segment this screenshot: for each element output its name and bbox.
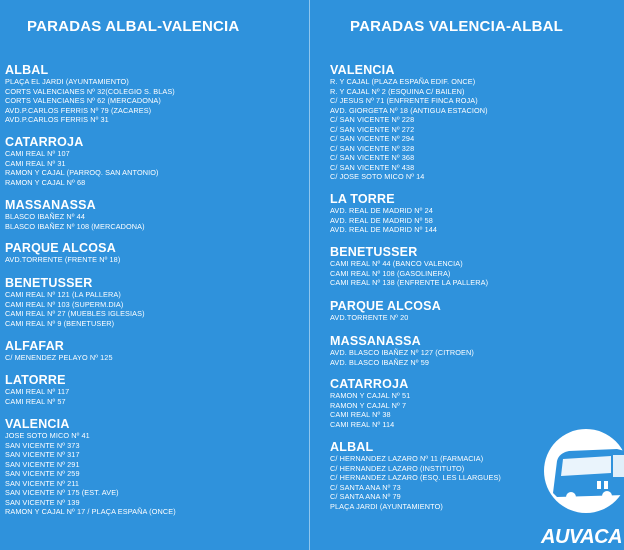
stop-list [330,259,488,288]
stop-list [330,348,474,367]
stop-item: PLAÇA EL JARDI (AYUNTAMIENTO) [5,77,129,86]
section-title: MASSANASSA [5,198,96,212]
section-title: VALENCIA [330,63,395,77]
stop-item: C/ HERNANDEZ LAZARO (INSTITUTO) [330,463,465,473]
stop-item: PLAÇA JARDI (AYUNTAMIENTO) [330,501,443,511]
section-title: VALENCIA [5,417,70,431]
column-title: PARADAS VALENCIA-ALBAL [350,18,564,35]
section-valencia [5,418,176,517]
stop-item: AVD. BLASCO IBAÑEZ Nº 59 [330,357,430,367]
stop-item: AVD. REAL DE MADRID Nº 144 [330,225,438,234]
stop-item: AVD. REAL DE MADRID Nº 58 [330,215,433,225]
stop-item: C/ SAN VICENTE Nº 272 [330,124,415,134]
stop-item: SAN VICENTE Nº 373 [5,440,80,450]
section-title: ALBAL [5,63,49,77]
stop-item: CAMI REAL Nº 103 (SUPERM.DIA) [5,299,124,309]
section-massanassa [330,335,474,367]
section-title: PARQUE ALCOSA [330,299,441,313]
section-massanassa [5,199,145,231]
stop-list [5,290,145,328]
stop-item: C/ SANTA ANA Nº 79 [330,492,401,501]
stop-item: C/ SAN VICENTE Nº 228 [330,115,415,124]
stop-list [5,212,145,231]
stop-item: SAN VICENTE Nº 211 [5,478,80,488]
section-title: BENETUSSER [330,245,418,259]
section-benetusser [5,277,145,328]
section-albal [330,441,501,511]
section-title: BENETUSSER [5,276,93,290]
stop-item: SAN VICENTE Nº 291 [5,459,80,469]
stop-item: AVD.P.CARLOS FERRIS Nº 31 [5,115,109,124]
stop-item: C/ MENENDEZ PELAYO Nº 125 [5,353,113,362]
stop-item: CAMI REAL Nº 9 (BENETUSER) [5,318,115,328]
stop-item: CAMI REAL Nº 138 (ENFRENTE LA PALLERA) [330,278,489,287]
logo-text: AUVACA [541,526,623,548]
stop-item: R. Y CAJAL Nº 2 (ESQUINA C/ BAILEN) [330,86,465,96]
stop-item: AVD. GIORGETA Nº 18 (ANTIGUA ESTACION) [330,105,488,115]
section-title: ALBAL [330,440,374,454]
stop-item: C/ HERNANDEZ LAZARO Nº 11 (FARMACIA) [330,454,484,463]
stop-item: CAMI REAL Nº 57 [5,396,66,406]
stop-list [5,353,113,363]
stop-list [330,454,501,511]
stop-list [5,149,159,187]
section-valencia [330,64,488,182]
stop-list [5,77,175,125]
stop-item: SAN VICENTE Nº 175 (EST. AVE) [5,488,119,497]
stop-item: AVD.P.CARLOS FERRIS Nº 79 (ZACARES) [5,105,152,115]
stop-item: AVD. REAL DE MADRID Nº 24 [330,206,433,215]
section-parque-alcosa [330,300,441,323]
stop-item: C/ SAN VICENTE Nº 328 [330,143,415,153]
section-title: LA TORRE [330,192,395,206]
stop-list [330,77,488,182]
stop-item: C/ SAN VICENTE Nº 294 [330,134,415,143]
stop-item: C/ JOSE SOTO MICO Nº 14 [330,172,425,181]
stop-item: C/ SAN VICENTE Nº 438 [330,162,415,172]
stop-item: BLASCO IBAÑEZ Nº 44 [5,212,85,221]
stop-item: AVD.TORRENTE (FRENTE Nº 18) [5,255,121,264]
stop-item: CORTS VALENCIANES Nº 32(COLEGIO S. BLAS) [5,86,175,96]
stop-list [5,255,120,265]
stop-item: RAMON Y CAJAL Nº 51 [330,391,411,400]
company-logo [541,421,624,550]
section-title: MASSANASSA [330,334,421,348]
stop-item: JOSE SOTO MICO Nº 41 [5,431,90,440]
section-catarroja [330,378,410,429]
stop-item: SAN VICENTE Nº 139 [5,497,80,507]
stop-list [5,387,69,406]
stop-item: R. Y CAJAL (PLAZA ESPAÑA EDIF. ONCE) [330,77,476,86]
stop-item: AVD. BLASCO IBAÑEZ Nº 127 (CITROEN) [330,348,474,357]
stop-item: CAMI REAL Nº 117 [5,387,70,396]
stop-item: RAMON Y CAJAL Nº 68 [5,177,86,187]
stop-item: RAMON Y CAJAL Nº 17 / PLAÇA ESPAÑA (ONCE) [5,507,176,516]
section-title: CATARROJA [330,377,409,391]
stop-item: C/ JESUS Nº 71 (ENFRENTE FINCA ROJA) [330,96,478,105]
bus-icon [547,443,624,503]
stop-item: CAMI REAL Nº 44 (BANCO VALENCIA) [330,259,463,268]
stop-list [330,313,441,323]
section-title: LATORRE [5,373,66,387]
stop-item: CAMI REAL Nº 121 (LA PALLERA) [5,290,121,299]
stop-item: C/ HERNANDEZ LAZARO (ESQ. LES LLARGUES) [330,473,501,482]
section-alfafar [5,340,113,363]
stop-item: C/ SAN VICENTE Nº 368 [330,153,415,162]
stop-item: CAMI REAL Nº 108 (GASOLINERA) [330,268,451,278]
stop-item: RAMON Y CAJAL Nº 7 [330,400,407,410]
stop-list [330,206,437,235]
section-benetusser [330,246,488,288]
stop-item: CAMI REAL Nº 38 [330,410,391,419]
stop-item: SAN VICENTE Nº 259 [5,469,80,478]
stop-item: SAN VICENTE Nº 317 [5,450,80,459]
section-la-torre [330,193,437,235]
stop-item: BLASCO IBAÑEZ Nº 108 (MERCADONA) [5,221,145,231]
stop-list [5,431,176,517]
column-title: PARADAS ALBAL-VALENCIA [27,18,240,35]
section-title: ALFAFAR [5,339,65,353]
section-title: CATARROJA [5,135,84,149]
section-parque-alcosa [5,242,120,265]
stop-item: CAMI REAL Nº 114 [330,419,395,429]
stop-item: RAMON Y CAJAL (PARROQ. SAN ANTONIO) [5,168,159,177]
stop-item: C/ SANTA ANA Nº 73 [330,482,401,492]
stop-item: CAMI REAL Nº 107 [5,149,70,158]
stop-item: AVD.TORRENTE Nº 20 [330,313,409,322]
column-divider [309,0,310,550]
section-catarroja [5,136,159,187]
stop-list [330,391,410,429]
section-latorre [5,374,69,406]
section-title: PARQUE ALCOSA [5,241,116,255]
section-albal [5,64,175,125]
stop-item: CORTS VALENCIANES Nº 62 (MERCADONA) [5,96,161,105]
stop-item: CAMI REAL Nº 31 [5,158,66,168]
stop-item: CAMI REAL Nº 27 (MUEBLES IGLESIAS) [5,309,145,318]
